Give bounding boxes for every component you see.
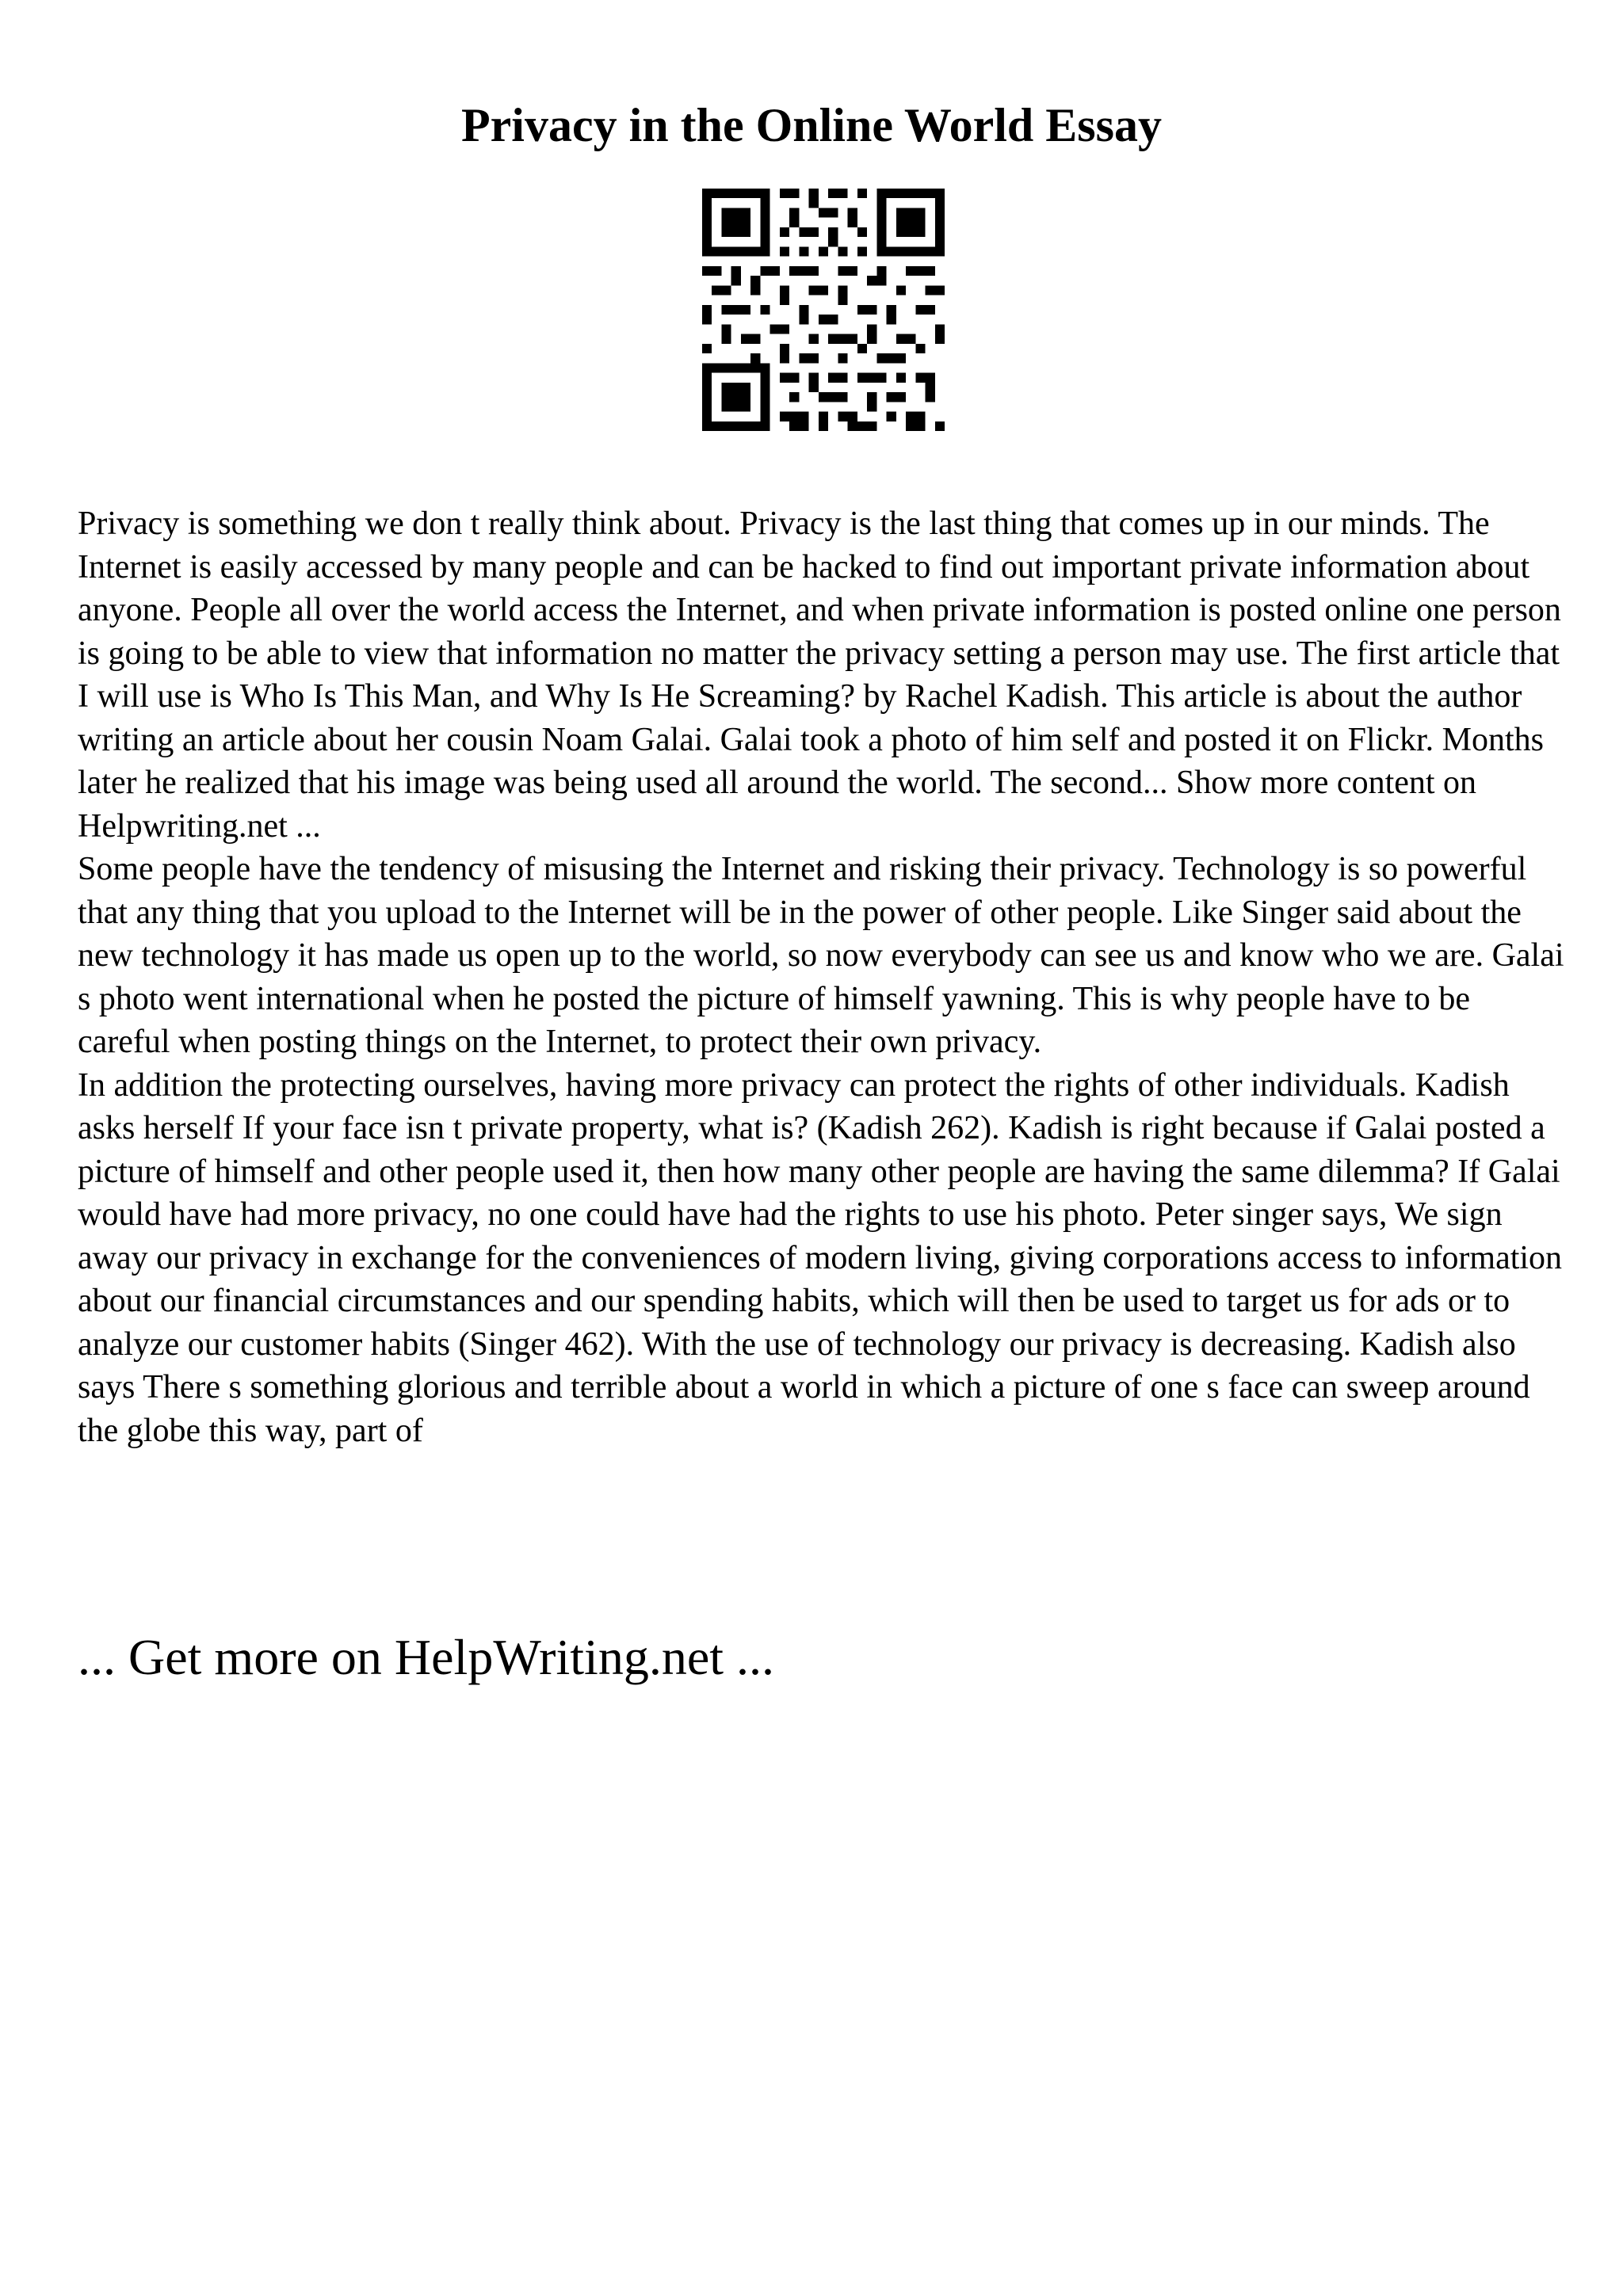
paragraph: In addition the protecting ourselves, having more privacy can protect the rights of other individuals. Kadish asks herself If your face isn t private property, what is? (Kadish 262). Kadish is right because if Galai posted a picture of himself and other people used it, then how many other people are having the same dilemma? If Galai would have had more privacy, no one could have had the rights to use his photo. Peter singer says, We sign away our privacy in exchange for the conveniences of modern living, giving corporations access to information about our financial circumstances and our spending habits, which will then be used to target us for ads or to analyze our customer habits (Singer 462). With the use of technology our privacy is decreasing. Kadish also says There s something glorious and terrible about a world in which a picture of one s face can sweep around the globe this way, part of [78, 1066, 1563, 1449]
qr-code-icon[interactable] [702, 189, 945, 431]
get-more-link[interactable]: ... Get more on HelpWriting.net ... [78, 1629, 774, 1685]
essay-body [78, 502, 1568, 1452]
paragraph: Privacy is something we don t really think about. Privacy is the last thing that comes up in our minds. The Internet is easily accessed by many people and can be hacked to find out important private information about anyone. People all over the world access the Internet, and when private information is posted online one person is going to be able to view that information no matter the privacy setting a person may use. The first article that I will use is Who Is This Man, and Why Is He Screaming? by Rachel Kadish. This article is about the author writing an article about her cousin Noam Galai. Galai took a photo of him self and posted it on Flickr. Months later he realized that his image was being used all around the world. The second... Show more content on Helpwriting.net ... [78, 505, 1561, 845]
document-title: Privacy in the Online World Essay [461, 99, 1162, 151]
paragraph: Some people have the tendency of misusing the Internet and risking their privacy. Technology is so powerful that any thing that you upload to the Internet will be in the power of other people. Like Singer said about the new technology it has made us open up to the world, so now everybody can see us and know who we are. Galai s photo went international when he posted the picture of himself yawning. This is why people have to be careful when posting things on the Internet, to protect their own privacy. [78, 851, 1564, 1060]
